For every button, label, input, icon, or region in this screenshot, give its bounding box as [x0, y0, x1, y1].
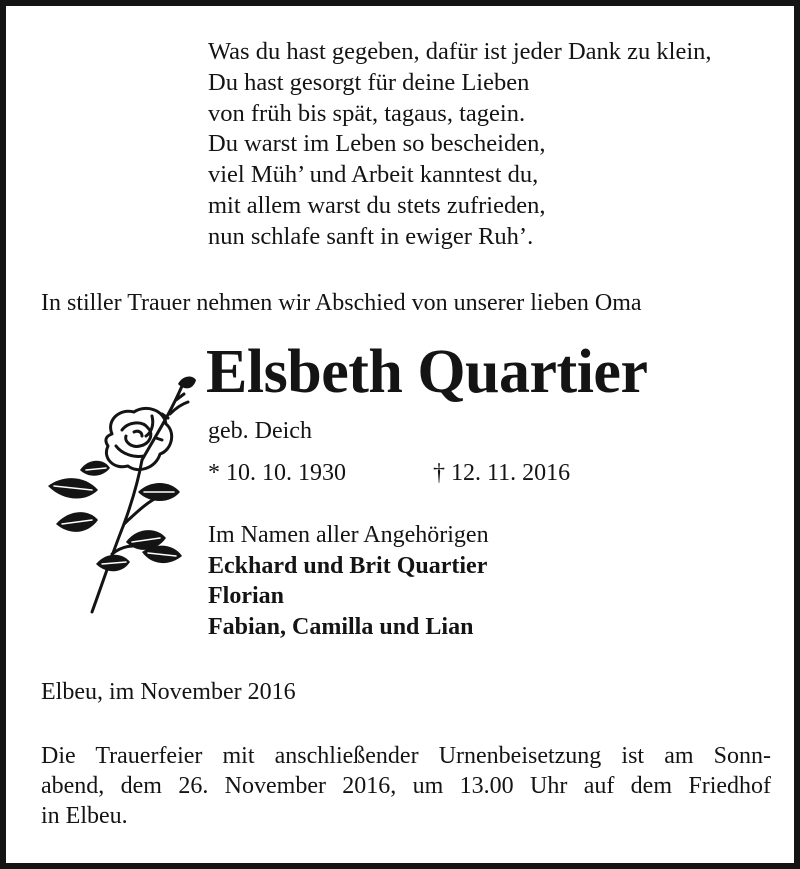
- funeral-line: in Elbeu.: [41, 803, 128, 829]
- poem-line: Du hast gesorgt für deine Lieben: [208, 68, 530, 96]
- mourner-name: Florian: [208, 583, 284, 609]
- death-date: † 12. 11. 2016: [433, 460, 571, 486]
- poem-line: Was du hast gegeben, dafür ist jeder Dank zu klein,: [208, 38, 712, 65]
- poem-line: von früh bis spät, tagaus, tagein.: [208, 99, 526, 127]
- deceased-name: Elsbeth Quartier: [206, 338, 648, 406]
- rose-icon: [42, 374, 204, 616]
- mourning-intro: In stiller Trauer nehmen wir Abschied von unserer lieben Oma: [41, 290, 642, 316]
- funeral-line: abend, dem 26. November 2016, um 13.00 Uhr auf dem Friedhof: [41, 773, 771, 799]
- poem-line: Du warst im Leben so bescheiden,: [208, 130, 546, 158]
- birth-date: * 10. 10. 1930: [208, 460, 346, 486]
- poem-line: viel Müh’ und Arbeit kanntest du,: [208, 161, 539, 189]
- funeral-line: Die Trauerfeier mit anschließender Urnenbeisetzung ist am Sonn-: [41, 743, 771, 769]
- mourners-intro: Im Namen aller Angehörigen: [208, 522, 489, 548]
- poem-line: mit allem warst du stets zufrieden,: [208, 191, 546, 219]
- poem-line: nun schlafe sanft in ewiger Ruh’.: [208, 222, 534, 250]
- place-date: Elbeu, im November 2016: [41, 679, 296, 705]
- birth-name: geb. Deich: [208, 418, 312, 444]
- mourner-name: Fabian, Camilla und Lian: [208, 613, 474, 640]
- funeral-info: [41, 741, 771, 831]
- mourner-name: Eckhard und Brit Quartier: [208, 552, 488, 579]
- mourners-block: [208, 520, 489, 642]
- memorial-poem: [208, 37, 712, 253]
